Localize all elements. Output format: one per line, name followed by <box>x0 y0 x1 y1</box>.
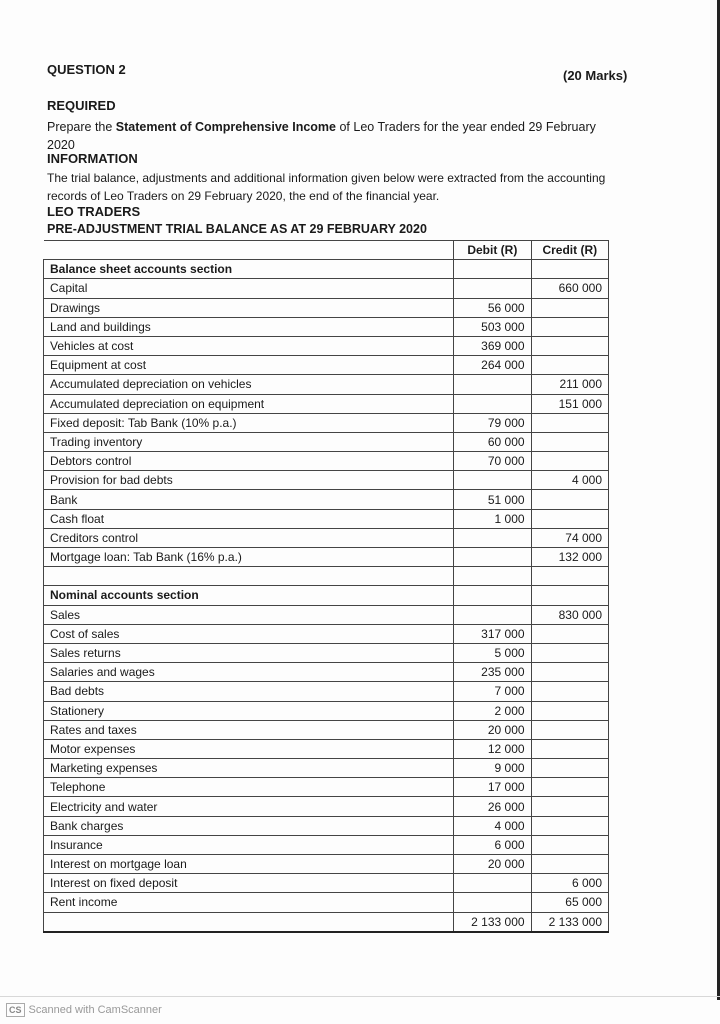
table-row <box>44 413 609 432</box>
row-credit: 830 000 <box>531 605 608 624</box>
table-row <box>44 701 609 720</box>
row-debit: 56 000 <box>454 298 531 317</box>
required-text-bold: Statement of Comprehensive Income <box>115 120 336 134</box>
row-credit <box>531 413 608 432</box>
row-description: Drawings <box>44 298 454 317</box>
information-line-2: records of Leo Traders on 29 February 2020, the end of the financial year. <box>47 189 440 203</box>
row-credit: 6 000 <box>531 874 608 893</box>
table-row <box>44 509 609 528</box>
row-debit: 7 000 <box>454 682 531 701</box>
row-description: Rent income <box>44 893 454 912</box>
row-credit <box>531 452 608 471</box>
table-row <box>44 720 609 739</box>
table-row <box>44 452 609 471</box>
row-debit: 1 000 <box>454 509 531 528</box>
table-row <box>44 548 609 567</box>
row-description: Motor expenses <box>44 739 454 758</box>
table-row <box>44 471 609 490</box>
table-row <box>44 624 609 643</box>
row-credit <box>531 643 608 662</box>
required-text-pre: Prepare the <box>47 120 116 134</box>
row-debit <box>454 260 531 279</box>
table-row <box>44 375 609 394</box>
marks-label: (20 Marks) <box>563 68 628 83</box>
table-row <box>44 835 609 854</box>
table-row <box>44 778 609 797</box>
row-debit: 12 000 <box>454 739 531 758</box>
row-credit <box>531 509 608 528</box>
row-credit <box>531 490 608 509</box>
row-description: Vehicles at cost <box>44 336 454 355</box>
row-credit <box>531 317 608 336</box>
row-credit <box>531 336 608 355</box>
row-description: Nominal accounts section <box>44 586 454 605</box>
row-credit <box>531 701 608 720</box>
table-row <box>44 643 609 662</box>
table-row <box>44 682 609 701</box>
row-description: Balance sheet accounts section <box>44 260 454 279</box>
row-credit: 132 000 <box>531 548 608 567</box>
row-debit: 79 000 <box>454 413 531 432</box>
row-debit: 369 000 <box>454 336 531 355</box>
table-row <box>44 739 609 758</box>
row-credit: 2 133 000 <box>531 912 608 932</box>
row-debit <box>454 893 531 912</box>
row-description: Capital <box>44 279 454 298</box>
row-debit: 2 000 <box>454 701 531 720</box>
table-row <box>44 567 609 586</box>
row-credit <box>531 797 608 816</box>
row-description: Interest on mortgage loan <box>44 855 454 874</box>
company-name: LEO TRADERS <box>47 204 141 219</box>
table-row <box>44 279 609 298</box>
row-description: Debtors control <box>44 452 454 471</box>
row-description: Electricity and water <box>44 797 454 816</box>
row-description: Cash float <box>44 509 454 528</box>
table-row <box>44 528 609 547</box>
row-credit <box>531 682 608 701</box>
table-row <box>44 336 609 355</box>
row-debit <box>454 548 531 567</box>
information-line-1: The trial balance, adjustments and additional information given below were extracted from the accounting <box>47 171 606 185</box>
table-row <box>44 356 609 375</box>
row-credit <box>531 739 608 758</box>
table-row <box>44 317 609 336</box>
row-credit <box>531 298 608 317</box>
row-description: Bank <box>44 490 454 509</box>
header-debit: Debit (R) <box>454 241 531 260</box>
row-credit <box>531 586 608 605</box>
table-row <box>44 663 609 682</box>
row-credit <box>531 624 608 643</box>
row-description: Equipment at cost <box>44 356 454 375</box>
row-description: Fixed deposit: Tab Bank (10% p.a.) <box>44 413 454 432</box>
table-row <box>44 298 609 317</box>
row-description: Sales returns <box>44 643 454 662</box>
row-debit: 264 000 <box>454 356 531 375</box>
row-credit <box>531 816 608 835</box>
row-debit: 60 000 <box>454 432 531 451</box>
row-credit: 660 000 <box>531 279 608 298</box>
row-debit: 26 000 <box>454 797 531 816</box>
row-debit <box>454 586 531 605</box>
row-credit <box>531 759 608 778</box>
table-row <box>44 797 609 816</box>
row-description: Bad debts <box>44 682 454 701</box>
row-description: Stationery <box>44 701 454 720</box>
row-debit: 2 133 000 <box>454 912 531 932</box>
required-text <box>47 118 607 154</box>
row-debit: 5 000 <box>454 643 531 662</box>
row-debit: 20 000 <box>454 720 531 739</box>
row-description: Provision for bad debts <box>44 471 454 490</box>
row-credit <box>531 663 608 682</box>
table-row <box>44 394 609 413</box>
page-edge-bottom <box>0 996 720 997</box>
row-description <box>44 567 454 586</box>
row-description: Mortgage loan: Tab Bank (16% p.a.) <box>44 548 454 567</box>
row-description: Interest on fixed deposit <box>44 874 454 893</box>
row-description: Creditors control <box>44 528 454 547</box>
table-row <box>44 759 609 778</box>
table-row <box>44 874 609 893</box>
row-credit <box>531 778 608 797</box>
row-description: Insurance <box>44 835 454 854</box>
camscanner-text: Scanned with CamScanner <box>28 1004 162 1016</box>
row-debit: 9 000 <box>454 759 531 778</box>
row-debit <box>454 279 531 298</box>
row-debit: 6 000 <box>454 835 531 854</box>
row-debit: 235 000 <box>454 663 531 682</box>
table-row <box>44 490 609 509</box>
row-debit <box>454 471 531 490</box>
table-row <box>44 893 609 912</box>
total-row <box>44 912 609 932</box>
row-credit <box>531 356 608 375</box>
row-description: Accumulated depreciation on equipment <box>44 394 454 413</box>
row-description: Sales <box>44 605 454 624</box>
header-credit: Credit (R) <box>531 241 608 260</box>
row-credit <box>531 432 608 451</box>
table-row <box>44 432 609 451</box>
row-description: Telephone <box>44 778 454 797</box>
row-debit <box>454 605 531 624</box>
table-row <box>44 855 609 874</box>
table-row <box>44 816 609 835</box>
row-credit: 151 000 <box>531 394 608 413</box>
section-row <box>44 260 609 279</box>
required-text-post: of Leo Traders for the year ended 29 February 2020 <box>47 120 596 152</box>
row-debit <box>454 874 531 893</box>
table-row <box>44 605 609 624</box>
row-debit <box>454 567 531 586</box>
row-description: Accumulated depreciation on vehicles <box>44 375 454 394</box>
row-credit <box>531 260 608 279</box>
row-description <box>44 912 454 932</box>
row-debit <box>454 394 531 413</box>
row-debit: 70 000 <box>454 452 531 471</box>
row-credit: 65 000 <box>531 893 608 912</box>
row-debit: 503 000 <box>454 317 531 336</box>
row-description: Land and buildings <box>44 317 454 336</box>
row-debit: 4 000 <box>454 816 531 835</box>
question-title: QUESTION 2 <box>47 62 126 77</box>
row-debit: 317 000 <box>454 624 531 643</box>
table-title: PRE-ADJUSTMENT TRIAL BALANCE AS AT 29 FEBRUARY 2020 <box>47 222 427 236</box>
row-debit: 20 000 <box>454 855 531 874</box>
row-description: Marketing expenses <box>44 759 454 778</box>
row-description: Bank charges <box>44 816 454 835</box>
row-credit <box>531 855 608 874</box>
information-heading: INFORMATION <box>47 151 138 166</box>
camscanner-logo: CS <box>6 1003 25 1017</box>
row-debit <box>454 375 531 394</box>
row-description: Cost of sales <box>44 624 454 643</box>
required-heading: REQUIRED <box>47 98 116 113</box>
row-description: Salaries and wages <box>44 663 454 682</box>
row-credit <box>531 720 608 739</box>
header-description <box>44 241 454 260</box>
row-credit <box>531 835 608 854</box>
row-debit <box>454 528 531 547</box>
row-debit: 17 000 <box>454 778 531 797</box>
row-credit: 4 000 <box>531 471 608 490</box>
trial-balance-table <box>43 240 609 933</box>
row-credit: 74 000 <box>531 528 608 547</box>
row-description: Rates and taxes <box>44 720 454 739</box>
row-credit: 211 000 <box>531 375 608 394</box>
row-debit: 51 000 <box>454 490 531 509</box>
row-description: Trading inventory <box>44 432 454 451</box>
camscanner-watermark <box>6 1003 162 1017</box>
section-row <box>44 586 609 605</box>
row-credit <box>531 567 608 586</box>
information-text <box>47 169 607 205</box>
table-header-row <box>44 241 609 260</box>
